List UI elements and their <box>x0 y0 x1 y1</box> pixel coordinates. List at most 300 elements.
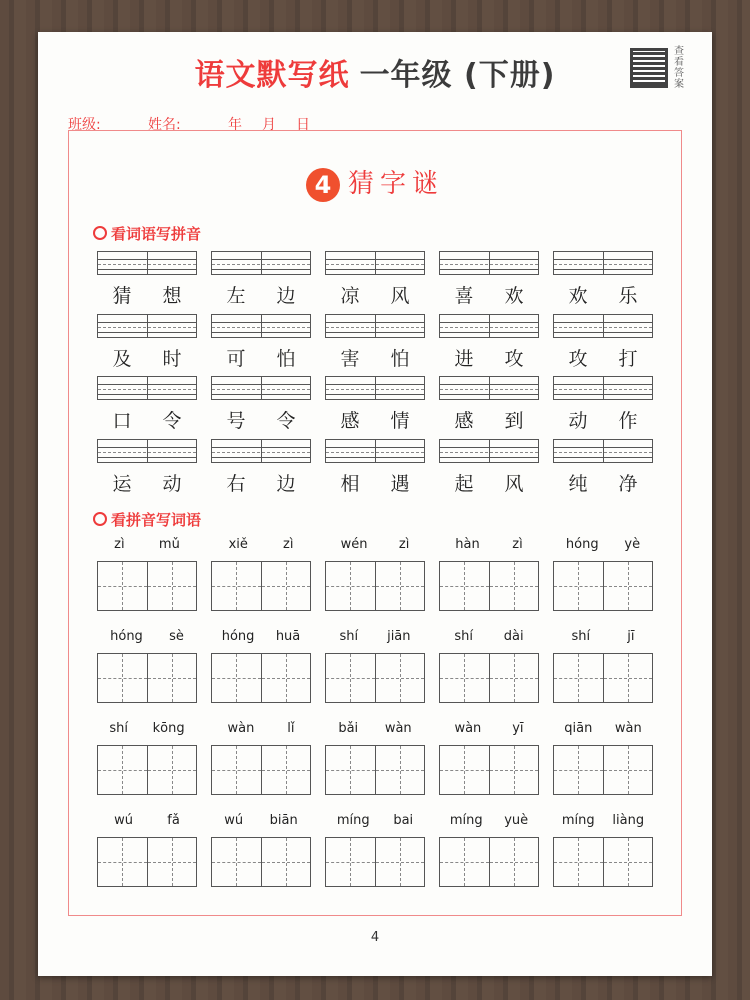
pinyin-group <box>211 721 311 795</box>
tian-grid-cell[interactable] <box>604 838 653 886</box>
character: 攻 <box>568 347 588 370</box>
pinyin-writing-box[interactable] <box>439 314 539 338</box>
lesson-name: 猜字谜 <box>347 169 444 199</box>
word-group <box>439 251 539 308</box>
tian-grid-cell[interactable] <box>98 838 148 886</box>
word <box>325 406 425 433</box>
pinyin-cell[interactable] <box>490 440 539 462</box>
pinyin-writing-box[interactable] <box>553 251 653 275</box>
pinyin-cell[interactable] <box>376 252 425 274</box>
pinyin <box>97 629 197 647</box>
character: 感 <box>340 410 360 432</box>
pinyin-cell[interactable] <box>554 315 604 337</box>
word <box>211 281 311 308</box>
character: 遇 <box>390 472 410 495</box>
pinyin-cell[interactable] <box>148 252 197 274</box>
character: 运 <box>112 472 132 495</box>
pinyin-cell[interactable] <box>262 252 311 274</box>
word <box>553 469 653 496</box>
pinyin-cell[interactable] <box>490 377 539 399</box>
pinyin-cell[interactable] <box>148 440 197 462</box>
character: 号 <box>226 410 246 432</box>
character: 纯 <box>568 472 588 495</box>
pinyin-syllable: bai <box>393 813 414 828</box>
character: 边 <box>276 285 296 307</box>
pinyin <box>439 537 539 555</box>
pinyin-group <box>97 629 197 703</box>
pinyin-syllable: míng <box>561 813 595 828</box>
pinyin-group <box>325 537 425 611</box>
pinyin-syllable: shí <box>454 629 473 644</box>
pinyin-syllable: shí <box>109 721 128 736</box>
pinyin <box>553 813 653 831</box>
pinyin-syllable: wàn <box>614 721 642 736</box>
pinyin-group <box>211 629 311 703</box>
pinyin-cell[interactable] <box>98 377 148 399</box>
word <box>439 344 539 371</box>
tian-grid-cell[interactable] <box>376 746 425 794</box>
pinyin-syllable: míng <box>449 813 483 828</box>
pinyin <box>553 629 653 647</box>
pinyin-syllable: yè <box>624 537 641 552</box>
word <box>439 406 539 433</box>
pinyin-cell[interactable] <box>376 377 425 399</box>
pinyin-group <box>439 813 539 887</box>
character-writing-box[interactable] <box>553 561 653 611</box>
pinyin-writing-box[interactable] <box>325 376 425 400</box>
pinyin-cell[interactable] <box>490 252 539 274</box>
pinyin-cell[interactable] <box>326 440 376 462</box>
tian-grid-cell[interactable] <box>490 746 539 794</box>
day-label: 日 <box>296 117 310 133</box>
tian-grid-cell[interactable] <box>98 562 148 610</box>
pinyin-syllable: wén <box>340 537 368 552</box>
pinyin-syllable: dài <box>503 629 524 644</box>
pinyin-cell[interactable] <box>148 315 197 337</box>
character: 边 <box>276 472 296 495</box>
qr-code-icon <box>630 48 668 88</box>
word <box>97 406 197 433</box>
character-writing-box[interactable] <box>439 653 539 703</box>
word <box>325 281 425 308</box>
word <box>211 469 311 496</box>
character: 欢 <box>568 285 588 307</box>
word <box>211 344 311 371</box>
pinyin-syllable: yuè <box>504 813 529 828</box>
character-writing-box[interactable] <box>211 653 311 703</box>
tian-grid-cell[interactable] <box>604 562 653 610</box>
word-group <box>553 251 653 308</box>
pinyin <box>439 721 539 739</box>
pinyin <box>325 721 425 739</box>
character: 可 <box>226 347 246 370</box>
pinyin <box>439 813 539 831</box>
word-group <box>97 439 197 496</box>
tian-grid-cell[interactable] <box>148 838 197 886</box>
owl-icon <box>93 226 107 240</box>
pinyin-writing-box[interactable] <box>439 251 539 275</box>
tian-grid-cell[interactable] <box>212 746 262 794</box>
pinyin <box>97 721 197 739</box>
title-main: 语文默写纸 <box>194 58 350 93</box>
pinyin-syllable: qiān <box>564 721 593 736</box>
pinyin-cell[interactable] <box>376 315 425 337</box>
word-group <box>325 251 425 308</box>
pinyin-cell[interactable] <box>212 315 262 337</box>
pinyin-writing-box[interactable] <box>553 439 653 463</box>
pinyin-writing-box[interactable] <box>97 439 197 463</box>
pinyin-group <box>325 721 425 795</box>
pinyin-cell[interactable] <box>604 315 653 337</box>
tian-grid-cell[interactable] <box>148 562 197 610</box>
word <box>553 406 653 433</box>
pinyin-cell[interactable] <box>212 377 262 399</box>
tian-grid-cell[interactable] <box>326 746 376 794</box>
character-writing-box[interactable] <box>211 837 311 887</box>
pinyin-writing-box[interactable] <box>211 376 311 400</box>
pinyin-writing-box[interactable] <box>325 314 425 338</box>
character: 令 <box>276 410 296 432</box>
pinyin-group <box>97 813 197 887</box>
pinyin-cell[interactable] <box>554 377 604 399</box>
pinyin-syllable: mǔ <box>158 537 180 552</box>
word <box>553 281 653 308</box>
character: 猜 <box>112 285 132 307</box>
tian-grid-cell[interactable] <box>262 838 311 886</box>
pinyin-syllable: lǐ <box>287 721 295 736</box>
word-group <box>553 376 653 433</box>
character-writing-box[interactable] <box>439 561 539 611</box>
character: 欢 <box>504 285 524 307</box>
pinyin-syllable: hàn <box>455 537 480 552</box>
pinyin-cell[interactable] <box>148 377 197 399</box>
pinyin-cell[interactable] <box>440 440 490 462</box>
pinyin-cell[interactable] <box>440 377 490 399</box>
character-writing-box[interactable] <box>97 561 197 611</box>
character: 到 <box>504 410 524 432</box>
tian-grid-cell[interactable] <box>604 746 653 794</box>
pinyin-group <box>211 537 311 611</box>
word <box>439 281 539 308</box>
word <box>97 281 197 308</box>
word-group <box>439 439 539 496</box>
pinyin-group <box>325 629 425 703</box>
pinyin-writing-box[interactable] <box>97 376 197 400</box>
character: 起 <box>454 472 474 495</box>
pinyin-group <box>439 721 539 795</box>
pinyin-cell[interactable] <box>212 440 262 462</box>
pinyin-cell[interactable] <box>262 440 311 462</box>
character-writing-box[interactable] <box>553 745 653 795</box>
section1-heading: 看词语写拼音 <box>93 223 201 244</box>
section2-heading: 看拼音写词语 <box>93 509 201 530</box>
pinyin-group <box>553 721 653 795</box>
tian-grid-cell[interactable] <box>98 654 148 702</box>
class-label: 班级: <box>68 117 101 133</box>
pinyin-cell[interactable] <box>554 252 604 274</box>
character: 喜 <box>454 285 474 307</box>
word-group <box>97 376 197 433</box>
character-writing-box[interactable] <box>553 837 653 887</box>
word <box>97 469 197 496</box>
pinyin-writing-box[interactable] <box>211 439 311 463</box>
pinyin-group <box>439 629 539 703</box>
pinyin-cell[interactable] <box>440 315 490 337</box>
pinyin-cell[interactable] <box>262 377 311 399</box>
word-group <box>325 314 425 371</box>
pinyin-syllable: wàn <box>384 721 412 736</box>
tian-grid-cell[interactable] <box>262 562 311 610</box>
word-group <box>439 376 539 433</box>
pinyin-group <box>553 629 653 703</box>
pinyin-syllable: hóng <box>221 629 255 644</box>
pinyin-syllable: zì <box>283 537 294 552</box>
pinyin-syllable: fǎ <box>167 813 180 828</box>
word <box>325 344 425 371</box>
character-writing-box[interactable] <box>97 837 197 887</box>
tian-grid-cell[interactable] <box>376 654 425 702</box>
pinyin-syllable: kōng <box>152 721 185 736</box>
pinyin-syllable: biān <box>269 813 298 828</box>
worksheet-title <box>38 50 712 94</box>
pinyin-cell[interactable] <box>604 440 653 462</box>
character-writing-box[interactable] <box>97 745 197 795</box>
character: 净 <box>618 472 638 495</box>
name-label: 姓名: <box>148 117 181 133</box>
pinyin <box>211 537 311 555</box>
pinyin-syllable: huā <box>275 629 301 644</box>
pinyin-cell[interactable] <box>376 440 425 462</box>
word-group <box>325 376 425 433</box>
character-writing-box[interactable] <box>325 653 425 703</box>
tian-grid-cell[interactable] <box>440 838 490 886</box>
pinyin <box>211 629 311 647</box>
pinyin-writing-box[interactable] <box>97 314 197 338</box>
pinyin <box>211 813 311 831</box>
pinyin-syllable: liàng <box>612 813 645 828</box>
character: 左 <box>226 285 246 307</box>
word-group <box>439 314 539 371</box>
pinyin-group <box>553 537 653 611</box>
word-group <box>553 314 653 371</box>
pinyin <box>553 537 653 555</box>
pinyin-syllable: míng <box>336 813 370 828</box>
character: 怕 <box>390 347 410 370</box>
character-writing-box[interactable] <box>439 837 539 887</box>
tian-grid-cell[interactable] <box>326 838 376 886</box>
month-label: 月 <box>262 117 276 133</box>
pinyin-group <box>439 537 539 611</box>
pinyin-syllable: jī <box>627 629 635 644</box>
pinyin-writing-box[interactable] <box>439 439 539 463</box>
character: 害 <box>340 347 360 370</box>
word-group <box>211 439 311 496</box>
page-number: 4 <box>370 930 380 945</box>
pinyin-cell[interactable] <box>490 315 539 337</box>
qr-label: 查看答案 <box>674 46 684 90</box>
character: 乐 <box>618 285 638 307</box>
tian-grid-cell[interactable] <box>440 562 490 610</box>
pinyin-cell[interactable] <box>98 315 148 337</box>
character-writing-box[interactable] <box>325 561 425 611</box>
tian-grid-cell[interactable] <box>262 654 311 702</box>
pinyin <box>211 721 311 739</box>
tian-grid-cell[interactable] <box>554 562 604 610</box>
pinyin-group <box>553 813 653 887</box>
pinyin-group <box>325 813 425 887</box>
word <box>211 406 311 433</box>
character: 打 <box>618 347 638 370</box>
word <box>553 344 653 371</box>
pinyin-syllable: bǎi <box>338 721 359 736</box>
word-group <box>553 439 653 496</box>
pinyin-syllable: zì <box>114 537 125 552</box>
pinyin <box>325 629 425 647</box>
word <box>439 469 539 496</box>
character: 风 <box>504 472 524 495</box>
worksheet-page <box>38 32 712 976</box>
tian-grid-cell[interactable] <box>212 838 262 886</box>
year-label: 年 <box>228 117 242 133</box>
tian-grid-cell[interactable] <box>554 654 604 702</box>
pinyin <box>439 629 539 647</box>
character: 凉 <box>340 285 360 307</box>
pinyin <box>97 537 197 555</box>
pinyin-cell[interactable] <box>212 252 262 274</box>
tian-grid-cell[interactable] <box>490 562 539 610</box>
pinyin <box>553 721 653 739</box>
pinyin <box>325 813 425 831</box>
word <box>97 344 197 371</box>
pinyin-cell[interactable] <box>326 252 376 274</box>
lesson-number-badge: 4 <box>306 168 340 202</box>
pinyin-cell[interactable] <box>98 440 148 462</box>
lesson-title <box>69 163 681 202</box>
character: 令 <box>162 410 182 432</box>
pinyin-writing-box[interactable] <box>97 251 197 275</box>
word-group <box>211 314 311 371</box>
tian-grid-cell[interactable] <box>326 654 376 702</box>
tian-grid-cell[interactable] <box>98 746 148 794</box>
pinyin-cell[interactable] <box>98 252 148 274</box>
word-group <box>97 251 197 308</box>
tian-grid-cell[interactable] <box>554 746 604 794</box>
character: 右 <box>226 472 246 495</box>
pinyin-cell[interactable] <box>326 315 376 337</box>
pinyin-writing-box[interactable] <box>553 314 653 338</box>
character: 想 <box>162 285 182 307</box>
character: 进 <box>454 347 474 370</box>
pinyin-syllable: shí <box>571 629 591 644</box>
tian-grid-cell[interactable] <box>212 562 262 610</box>
word-group <box>325 439 425 496</box>
character: 动 <box>162 472 182 495</box>
character: 及 <box>112 347 132 370</box>
tian-grid-cell[interactable] <box>440 746 490 794</box>
pinyin-cell[interactable] <box>604 377 653 399</box>
pinyin-writing-box[interactable] <box>553 376 653 400</box>
character: 时 <box>162 347 182 370</box>
pinyin-writing-box[interactable] <box>211 251 311 275</box>
word-group <box>211 251 311 308</box>
tian-grid-cell[interactable] <box>376 838 425 886</box>
pinyin-syllable: shí <box>339 629 359 644</box>
pinyin-writing-box[interactable] <box>325 439 425 463</box>
character-writing-box[interactable] <box>325 745 425 795</box>
character: 攻 <box>504 347 524 370</box>
character: 作 <box>618 410 638 432</box>
pinyin <box>325 537 425 555</box>
pinyin-cell[interactable] <box>604 252 653 274</box>
pinyin-writing-box[interactable] <box>439 376 539 400</box>
character: 动 <box>568 410 588 432</box>
worksheet-frame <box>68 130 682 916</box>
tian-grid-cell[interactable] <box>440 654 490 702</box>
pinyin-group <box>97 721 197 795</box>
character-writing-box[interactable] <box>211 745 311 795</box>
tian-grid-cell[interactable] <box>212 654 262 702</box>
pinyin-syllable: zì <box>398 537 410 552</box>
pinyin-cell[interactable] <box>326 377 376 399</box>
pinyin-syllable: wú <box>114 813 134 828</box>
pinyin-cell[interactable] <box>554 440 604 462</box>
character-writing-box[interactable] <box>97 653 197 703</box>
tian-grid-cell[interactable] <box>604 654 653 702</box>
pinyin-group <box>97 537 197 611</box>
tian-grid-cell[interactable] <box>148 654 197 702</box>
pinyin-syllable: xiě <box>228 537 248 552</box>
word <box>325 469 425 496</box>
character-writing-box[interactable] <box>211 561 311 611</box>
pinyin-syllable: wàn <box>454 721 482 736</box>
pinyin-syllable: jiān <box>387 629 411 644</box>
character: 风 <box>390 285 410 307</box>
tian-grid-cell[interactable] <box>326 562 376 610</box>
tian-grid-cell[interactable] <box>490 654 539 702</box>
character-writing-box[interactable] <box>553 653 653 703</box>
tian-grid-cell[interactable] <box>376 562 425 610</box>
title-grade: 一年级 (下册) <box>359 58 556 93</box>
pinyin-syllable: hóng <box>110 629 143 644</box>
character: 怕 <box>276 347 296 370</box>
character: 感 <box>454 410 474 432</box>
tian-grid-cell[interactable] <box>148 746 197 794</box>
pinyin-syllable: wú <box>224 813 244 828</box>
word-group <box>211 376 311 433</box>
pinyin-group <box>211 813 311 887</box>
character-writing-box[interactable] <box>325 837 425 887</box>
character: 口 <box>112 410 132 432</box>
pinyin-syllable: zì <box>512 537 523 552</box>
word-group <box>97 314 197 371</box>
character: 情 <box>390 410 410 432</box>
tian-grid-cell[interactable] <box>490 838 539 886</box>
tian-grid-cell[interactable] <box>262 746 311 794</box>
pinyin-syllable: hóng <box>565 537 599 552</box>
pinyin-syllable: wàn <box>227 721 255 736</box>
pinyin-writing-box[interactable] <box>211 314 311 338</box>
tian-grid-cell[interactable] <box>554 838 604 886</box>
owl-icon <box>93 512 107 526</box>
pinyin-writing-box[interactable] <box>325 251 425 275</box>
pinyin-cell[interactable] <box>262 315 311 337</box>
pinyin-cell[interactable] <box>440 252 490 274</box>
pinyin-syllable: sè <box>169 629 184 644</box>
character: 相 <box>340 472 360 495</box>
pinyin <box>97 813 197 831</box>
character-writing-box[interactable] <box>439 745 539 795</box>
pinyin-syllable: yī <box>512 721 524 736</box>
